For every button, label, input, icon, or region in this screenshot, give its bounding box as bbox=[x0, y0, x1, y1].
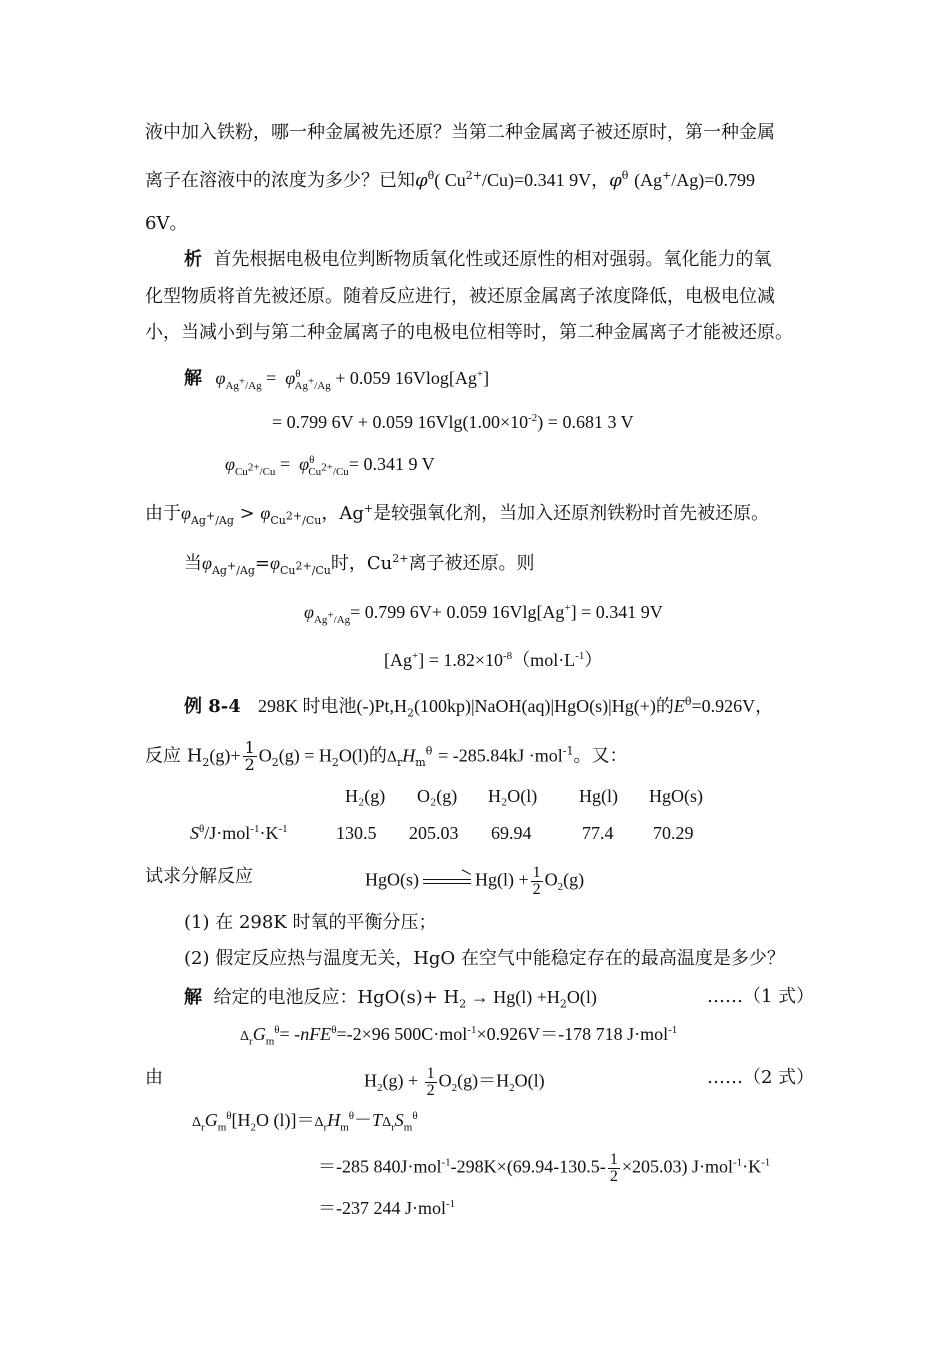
solution-eq-5: $[Ag^+] = 1.82\times 10^{-8}(mol\cdot L^{-1})$ bbox=[384, 650, 603, 670]
decomposition-reaction: HgO(s) Hg(l) + $\frac{1}{2}$ $O_2(g)$ bbox=[365, 864, 585, 898]
table-cell: 77.4 bbox=[582, 823, 614, 843]
gibbs-eq-3: ＝-285 840J·mol$^{-1}$-298K×(69.94-130.5- $\frac{1}{2}$ ×205.03) $J\cdot mol^{-1}\cdot K^{-1}$ bbox=[318, 1151, 771, 1185]
gibbs-eq-1: $\Delta_rG_m^\theta= -nFE^\theta=-2\times 96$ 500C·mol$^{-1}$×0.926V＝-178 718 J·mol$^{-1}$ bbox=[240, 1024, 678, 1048]
question-2: (2) 假定反应热与温度无关，HgO 在空气中能稳定存在的最高温度是多少？ bbox=[184, 948, 785, 969]
para-line-condition: 当$\varphi_{Ag^+/Ag}=\varphi_{Cu^{2+}/Cu}$时，$Cu^{2+}$离子被还原。则 bbox=[184, 552, 535, 577]
table-cell: 130.5 bbox=[336, 823, 377, 843]
table-header: HgO(s) bbox=[649, 786, 703, 806]
table-cell: 205.03 bbox=[409, 823, 459, 843]
para-line-1: 液中加入铁粉，哪一种金属被先还原？当第二种金属离子被还原时，第一种金属 bbox=[145, 122, 775, 143]
table-cell: 69.94 bbox=[491, 823, 532, 843]
table-header: H₂(g) bbox=[345, 786, 386, 806]
table-header: H₂O(l) bbox=[488, 786, 538, 806]
table-row-label: $S^\theta/J\cdot mol^{-1}\cdot K^{-1}$ bbox=[190, 823, 288, 843]
formation-reaction: $H_2(g)$ + $\frac{1}{2}$ $O_2(g)=H_2O(l)$ bbox=[364, 1065, 545, 1099]
para-line-comparison: 由于$\varphi_{Ag^+/Ag} > \varphi_{Cu^{2+}/Cu}$，Ag+是较强氧化剂，当加入还原剂铁粉时首先被还原。 bbox=[145, 502, 770, 527]
example-reaction: 反应 $H_2(g)+$ $\frac{1}{2}$ $O_2(g) = H_2O(l)$的$\Delta_rH_m^\theta = -285.84kJ \cdot mol^{-1}$。又： bbox=[145, 738, 628, 774]
gibbs-eq-2: $\Delta_rG_m^\theta[H_2O$ $(l)]=\Delta_rH_m^\theta-T\Delta_rS_m^\theta$ bbox=[192, 1110, 418, 1134]
question-lead: 试求分解反应 bbox=[145, 866, 253, 887]
analysis-line-3: 小，当减小到与第二种金属离子的电极电位相等时，第二种金属离子才能被还原。 bbox=[145, 322, 793, 343]
solution-eq-1: 解 $\varphi_{Ag^+/Ag} = \varphi^\theta_{Ag^+/Ag} + 0.059$ 16Vlog[Ag+] bbox=[184, 368, 490, 392]
equation-note-2: ……（2 式） bbox=[707, 1067, 815, 1088]
para-line-2: 离子在溶液中的浓度为多少？已知$\varphi^\theta$( $Cu^{2+}/Cu)=0.341$ 9V，$\varphi^\theta$ (Ag+/Ag)=0.799 bbox=[145, 169, 755, 191]
gibbs-eq-4: ＝-237 244 J·mol$^{-1}$ bbox=[318, 1198, 456, 1218]
solution-eq-3: $\varphi_{Cu^{2+}/Cu} = \varphi^\theta_{Cu^{2+}/Cu}= 0.341$ 9 V bbox=[225, 454, 435, 478]
solution-eq-4: $\varphi_{Ag^+/Ag}= 0.799$ 6V+ 0.059 16Vlg[Ag+] = 0.341 9V bbox=[304, 602, 663, 626]
by-label: 由 bbox=[145, 1067, 163, 1088]
solution2-reaction: 解 给定的电池反应：$HgO(s)+ H_2 \to Hg(l) +H_2O(l)$ bbox=[184, 987, 597, 1011]
table-header: Hg(l) bbox=[579, 786, 618, 806]
equilibrium-arrow-icon bbox=[423, 877, 471, 887]
solution-eq-2: = 0.799 6V + 0.059 $16Vlg(1.00\times 10^{-2}) = 0.681$ 3 V bbox=[272, 412, 634, 432]
table-cell: 70.29 bbox=[653, 823, 694, 843]
para-line-3: 6V。 bbox=[145, 213, 188, 234]
analysis-line-1: 析 首先根据电极电位判断物质氧化性或还原性的相对强弱。氧化能力的氧 bbox=[184, 249, 772, 270]
analysis-line-2: 化型物质将首先被还原。随着反应进行，被还原金属离子浓度降低，电极电位减 bbox=[145, 286, 775, 307]
table-header: O₂(g) bbox=[417, 786, 458, 806]
question-1: (1) 在 298K 时氧的平衡分压； bbox=[184, 912, 437, 933]
equation-note-1: ……（1 式） bbox=[707, 986, 815, 1007]
example-heading: 例 8-4 298K 时电池$(-)Pt,H_2(100kp)|NaOH(aq)|HgO(s)|Hg(+)$的$E^\theta=0.926V$， bbox=[184, 695, 774, 720]
